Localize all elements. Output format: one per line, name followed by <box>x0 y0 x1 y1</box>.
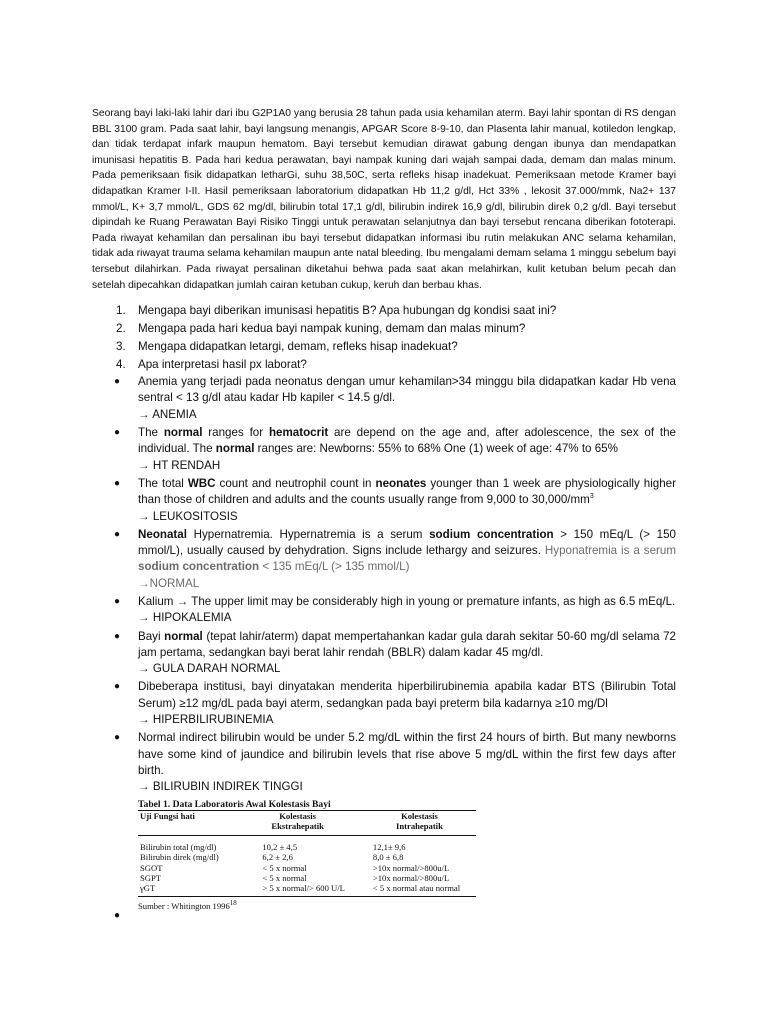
superscript: 3 <box>589 493 594 501</box>
question-item <box>92 338 676 356</box>
question-number: 4. <box>116 358 126 372</box>
question-item <box>92 356 676 374</box>
table-row <box>138 873 476 883</box>
conclusion <box>138 509 676 525</box>
bullet-icon: ● <box>114 427 121 439</box>
table-header-row <box>138 810 476 821</box>
arrow-icon: → <box>138 780 150 794</box>
bullet-icon: ● <box>114 595 121 607</box>
conclusion <box>138 610 676 626</box>
note-kalium <box>92 594 676 627</box>
conclusion-text: HT RENDAH <box>152 458 221 472</box>
note-grey-text: < 135 mEq/L (> 135 mmol/L) <box>259 560 410 574</box>
note-bold: hematocrit <box>268 426 329 440</box>
table-row <box>138 863 476 873</box>
conclusion <box>138 712 676 728</box>
question-number: 1. <box>116 304 126 318</box>
table-cell: >10x normal/>800u/L <box>372 872 450 883</box>
conclusion-text: HIPOKALEMIA <box>152 611 232 625</box>
note-bold: sodium concentration <box>429 527 554 541</box>
conclusion <box>138 779 676 795</box>
table-cell: 6,2 ± 2,6 <box>262 852 293 863</box>
question-text: Mengapa pada hari kedua bayi nampak kuning, demam dan malas minum? <box>138 322 526 336</box>
note-bold: normal <box>215 442 255 456</box>
table-cell: < 5 x normal <box>262 862 307 873</box>
table-row <box>138 883 476 896</box>
table-cell: >10x normal/>800u/L <box>372 862 450 873</box>
bullet-icon: ● <box>114 732 121 744</box>
question-item <box>92 302 676 320</box>
table-source <box>138 898 476 911</box>
conclusion-text: LEUKOSITOSIS <box>152 509 238 523</box>
note-text: ranges are: Newborns: 55% to 68% One (1) week of age: 47% to 65% <box>254 442 618 456</box>
empty-bullet-icon: ● <box>114 910 121 921</box>
arrow-icon: → <box>138 611 150 625</box>
note-text: The total <box>138 476 188 490</box>
note-text: Normal indirect bilirubin would be under 5.2 mg/dL within the first 24 hours of birth. But many newborns have some kind of jaundice and bilirubin levels that rise above 5 mg/dL within the first few days after birth. <box>138 731 676 777</box>
note-text: Kalium <box>138 594 177 608</box>
note-text: count and neutrophil count in <box>215 476 376 490</box>
header-cell: Kolestasis <box>363 810 476 821</box>
note-text: younger than 1 week are physiologically higher than those of children and adults and the counts usually range from 9,000 to 30,000/mm <box>138 476 676 507</box>
note-text: > 150 mEq/L (> 150 mmol/L), usually caused by dehydration. Signs include lethargy and seizures. <box>138 527 676 558</box>
table-cell: 10,2 ± 4,5 <box>262 841 298 852</box>
arrow-icon: → <box>138 458 150 472</box>
conclusion-text: NORMAL <box>149 576 200 590</box>
note-bold: normal <box>163 426 203 440</box>
note-hematocrit <box>92 425 676 474</box>
table-cell: 8,0 ± 6,8 <box>372 852 404 863</box>
table-row <box>138 835 476 852</box>
question-number: 2. <box>116 322 126 336</box>
note-text: ranges for <box>202 426 269 440</box>
question-item <box>92 320 676 338</box>
source-superscript: 18 <box>229 898 237 907</box>
table-row <box>138 852 476 862</box>
question-list <box>92 302 676 374</box>
arrow-icon: → <box>176 594 189 608</box>
note-bilirubin <box>92 679 676 728</box>
table-cell: Bilirubin direk (mg/dl) <box>140 852 219 863</box>
note-bold: neonates <box>375 476 427 490</box>
bullet-icon: ● <box>114 477 121 489</box>
table-cell: γGT <box>138 883 232 896</box>
arrow-icon: → <box>138 407 150 421</box>
table-cell: SGPT <box>140 872 162 883</box>
note-text: Dibeberapa institusi, bayi dinyatakan menderita hiperbilirubinemia apabila kadar BTS (Bilirubin Total Serum) ≥12 mg/dL pada bayi aterm, sedangkan pada bayi preterm bila kadarnya ≥10 mg/Dl <box>138 680 676 710</box>
header-cell: Ekstrahepatik <box>232 821 363 835</box>
lab-interpretation-list <box>92 374 676 795</box>
table-title: Tabel 1. Data Laboratoris Awal Kolestasis Bayi <box>138 798 331 810</box>
note-text: The <box>138 426 164 440</box>
case-paragraph: Seorang bayi laki-laki lahir dari ibu G2P1A0 yang berusia 28 tahun pada usia kehamilan aterm. Bayi lahir spontan di RS dengan BBL 3100 gram. Pada saat lahir, bayi langsung menangis, APGAR Score 8-9-10, dan Plasenta lahir manual, kotiledon lengkap, dan tidak terdapat infark maupun hematom. Bayi tersebut kemudian dirawat gabung dengan ibunya dan mendapatkan imunisasi hepatitis B. Pada hari kedua perawatan, bayi nampak kuning dari wajah sampai dada, demam dan malas minum. Pada pemeriksaan fisik didapatkan letharGi, suhu 38,50C, serta refleks hisap inadekuat. Pemeriksaan metode Kramer bayi didapatkan Kramer I-II. Hasil pemeriksaan laboratorium didapatkan Hb 11,2 g/dl, Hct 33% , lekosit 37.000/mmk, Na2+ 137 mmol/L, K+ 3,7 mmol/L, GDS 62 mg/dl, bilirubin total 17,1 g/dl, bilirubin indirek 16,9 g/dl, bilirubin direk 0,2 g/dl. Bayi tersebut dipindah ke Ruang Perawatan Bayi Risiko Tinggi untuk perawatan selanjutnya dan bayi tersebut rencana diberikan fototerapi. Pada riwayat kehamilan dan persalinan ibu bayi tersebut didapatkan informasi ibu rutin melakukan ANC selama kehamilan, tidak ada riwayat trauma selama kehamilan maupun ante natal bleeding. Ibu mengalami demam selama 1 minggu sebelum bayi tersebut dilahirkan. Pada riwayat persalinan diketahui behwa pada saat akan melahirkan, kulit ketuban belum pecah dan setelah dipecahkan didapatkan jumlah cairan ketuban cukup, keruh dan berbau khas. <box>92 108 676 291</box>
cholestasis-table <box>138 810 476 897</box>
bullet-icon: ● <box>114 528 121 540</box>
bullet-icon: ● <box>114 630 121 642</box>
conclusion <box>138 576 676 592</box>
conclusion-text: GULA DARAH NORMAL <box>152 662 281 676</box>
note-anemia <box>92 374 676 423</box>
cholestasis-table-figure <box>138 800 476 912</box>
table-cell: Bilirubin total (mg/dl) <box>140 841 217 852</box>
question-text: Apa interpretasi hasil px laborat? <box>138 358 307 372</box>
header-cell: Intrahepatik <box>363 821 476 835</box>
question-number: 3. <box>116 340 126 354</box>
question-text: Mengapa didapatkan letargi, demam, refleks hisap inadekuat? <box>138 340 458 354</box>
note-text: Hypernatremia. Hypernatremia is a serum <box>186 527 430 541</box>
note-wbc <box>92 476 676 525</box>
header-cell: Uji Fungsi hati <box>138 810 232 821</box>
arrow-icon: → <box>138 576 150 590</box>
note-glucose <box>92 629 676 678</box>
note-bold: WBC <box>187 476 216 490</box>
table-cell: > 5 x normal/> 600 U/L <box>232 883 363 896</box>
arrow-icon: → <box>138 713 150 727</box>
table-cell: SGOT <box>140 862 163 873</box>
note-text: Bayi <box>138 629 165 643</box>
arrow-icon: → <box>138 509 150 523</box>
conclusion <box>138 458 676 474</box>
note-text: The upper limit may be considerably high in young or premature infants, as high as 6.5 mEq/L. <box>188 594 676 608</box>
header-cell: Kolestasis <box>232 810 363 821</box>
table-cell: < 5 x normal atau normal <box>363 883 476 896</box>
arrow-icon: → <box>138 662 150 676</box>
conclusion-text: HIPERBILIRUBINEMIA <box>152 713 274 727</box>
note-grey-text: Hyponatremia is a serum <box>544 544 676 558</box>
table-cell: < 5 x normal <box>262 872 307 883</box>
document-body <box>92 106 676 911</box>
conclusion-text: BILIRUBIN INDIREK TINGGI <box>152 780 303 794</box>
note-grey-bold: sodium concentration <box>138 560 260 574</box>
bullet-icon: ● <box>114 376 121 388</box>
source-text: Sumber : Whitington 1996 <box>138 900 230 911</box>
note-bold: Neonatal <box>138 527 187 541</box>
note-text: Anemia yang terjadi pada neonatus dengan umur kehamilan>34 minggu bila didapatkan kadar Hb vena sentral < 13 g/dl atau kadar Hb kapiler < 14.5 g/dl. <box>138 375 676 405</box>
note-text: (tepat lahir/aterm) dapat mempertahankan kadar gula darah sekitar 50-60 mg/dl selama 72 jam pertama, sedangkan bayi berat lahir rendah (BBLR) dalam kadar 45 mg/dl. <box>138 629 677 659</box>
note-text: are depend on the age and, after adolescence, the sex of the individual. The <box>138 426 676 456</box>
conclusion-text: ANEMIA <box>152 407 197 421</box>
note-indirect-bilirubin <box>92 730 676 795</box>
table-cell: 12,1± 9,6 <box>372 841 406 852</box>
conclusion <box>138 407 676 423</box>
conclusion <box>138 661 676 677</box>
header-cell <box>138 821 232 835</box>
note-sodium <box>92 527 676 592</box>
bullet-icon: ● <box>114 681 121 693</box>
question-text: Mengapa bayi diberikan imunisasi hepatitis B? Apa hubungan dg kondisi saat ini? <box>138 304 557 318</box>
note-bold: normal <box>164 629 203 643</box>
table-header-row <box>138 821 476 835</box>
